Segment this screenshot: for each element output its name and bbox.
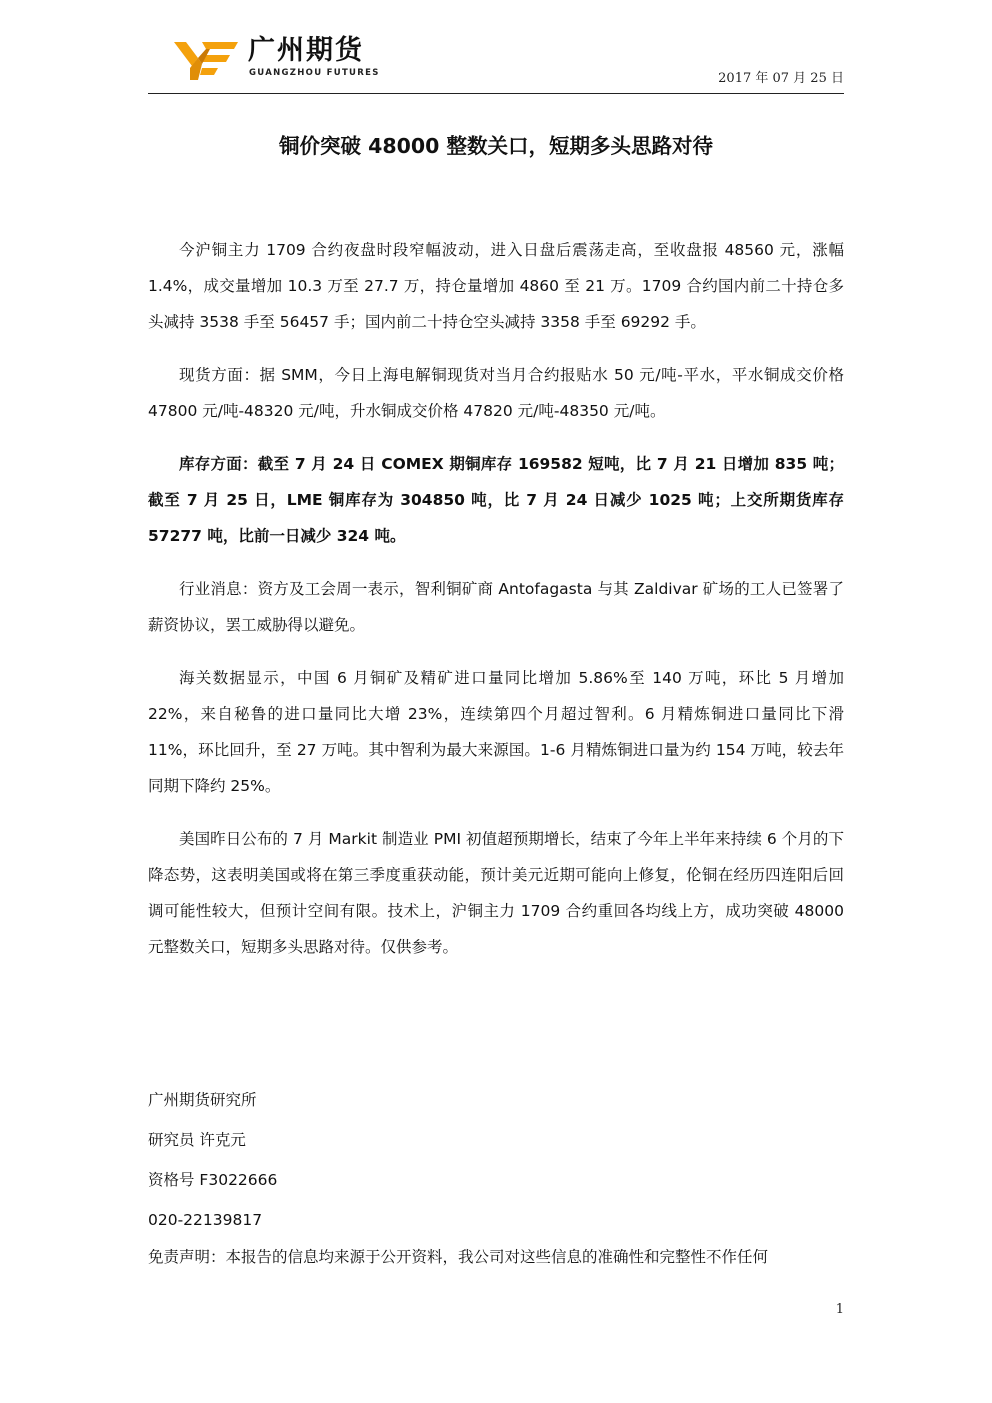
researcher-name: 研究员 许克元 bbox=[148, 1131, 246, 1149]
paragraph-outlook: 美国昨日公布的 7 月 Markit 制造业 PMI 初值超预期增长，结束了今年上半年来持续 6 个月的下降态势，这表明美国或将在第三季度重获动能，预计美元近期可能向上修复，伦铜在经历四连阳后回调可能性较大，但预计空间有限。技术上，沪铜主力 1709 合约重回各均线上方，成功突破 48000 元整数关口，短期多头思路对待。仅供参考。 bbox=[148, 830, 844, 956]
phone-number: 020-22139817 bbox=[148, 1211, 263, 1229]
report-body bbox=[148, 232, 844, 982]
report-title: 铜价突破 48000 整数关口，短期多头思路对待 bbox=[278, 134, 714, 158]
report-date: 2017 年 07 月 25 日 bbox=[718, 71, 844, 86]
guangzhou-futures-logo-icon bbox=[172, 38, 242, 82]
license-number: 资格号 F3022666 bbox=[148, 1171, 278, 1189]
paragraph-customs-data: 海关数据显示，中国 6 月铜矿及精矿进口量同比增加 5.86%至 140 万吨，环比 5 月增加 22%，来自秘鲁的进口量同比大增 23%，连续第四个月超过智利。6 月精炼铜进口量同比下滑 11%，环比回升，至 27 万吨。其中智利为最大来源国。1-6 月精炼铜进口量为约 154 万吨，较去年同期下降约 25%。 bbox=[148, 669, 844, 795]
page-number: 1 bbox=[835, 1302, 844, 1317]
brand-name-english: GUANGZHOU FUTURES bbox=[249, 68, 380, 78]
paragraph-inventory: 库存方面：截至 7 月 24 日 COMEX 期铜库存 169582 短吨，比 7 月 21 日增加 835 吨；截至 7 月 25 日，LME 铜库存为 304850 吨，比 7 月 24 日减少 1025 吨；上交所期货库存 57277 吨，比前一日减少 324 吨。 bbox=[148, 455, 844, 545]
signature-block bbox=[148, 1082, 844, 1272]
institute-name: 广州期货研究所 bbox=[148, 1091, 257, 1109]
disclaimer-text: 免责声明：本报告的信息均来源于公开资料，我公司对这些信息的准确性和完整性不作任何 bbox=[148, 1248, 769, 1266]
paragraph-industry-news: 行业消息：资方及工会周一表示，智利铜矿商 Antofagasta 与其 Zaldivar 矿场的工人已签署了薪资协议，罢工威胁得以避免。 bbox=[148, 580, 844, 634]
paragraph-spot: 现货方面：据 SMM，今日上海电解铜现货对当月合约报贴水 50 元/吨-平水，平水铜成交价格 47800 元/吨-48320 元/吨，升水铜成交价格 47820 元/吨-48350 元/吨。 bbox=[148, 366, 844, 420]
brand-name-chinese: 广州期货 bbox=[248, 35, 364, 66]
header-divider bbox=[148, 93, 844, 94]
paragraph-market-summary: 今沪铜主力 1709 合约夜盘时段窄幅波动，进入日盘后震荡走高，至收盘报 48560 元，涨幅 1.4%，成交量增加 10.3 万至 27.7 万，持仓量增加 4860 至 21 万。1709 合约国内前二十持仓多头减持 3538 手至 56457 手；国内前二十持仓空头减持 3358 手至 69292 手。 bbox=[148, 241, 844, 331]
report-header bbox=[148, 32, 844, 94]
